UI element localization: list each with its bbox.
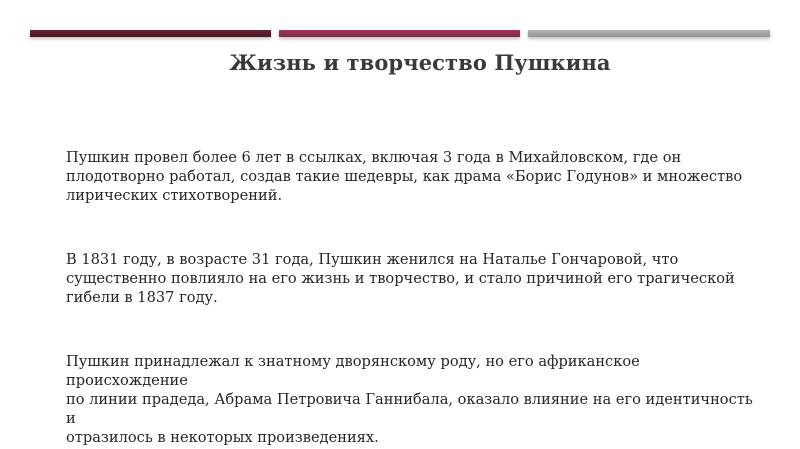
paragraph-marriage: В 1831 году, в возрасте 31 года, Пушкин женился на Наталье Гончаровой, что существенно повлияло на его жизнь и творчество, и стало причиной его трагической гибели в 1837 году. xyxy=(66,251,735,306)
paragraph-ancestry: Пушкин принадлежал к знатному дворянскому роду, но его африканское происхождение по линии прадеда, Абрама Петровича Ганнибала, оказало влияние на его идентичность и отразилось в некоторых произведениях. xyxy=(66,353,753,446)
accent-bar-dark xyxy=(30,30,271,37)
slide-body xyxy=(66,148,766,447)
accent-bar-magenta xyxy=(279,30,520,37)
accent-bar-gray xyxy=(528,30,770,37)
slide-title: Жизнь и творчество Пушкина xyxy=(229,50,611,75)
paragraph-exile: Пушкин провел более 6 лет в ссылках, включая 3 года в Михайловском, где он плодотворно работал, создав такие шедевры, как драма «Борис Годунов» и множество лирических стихотворений. xyxy=(66,149,743,204)
